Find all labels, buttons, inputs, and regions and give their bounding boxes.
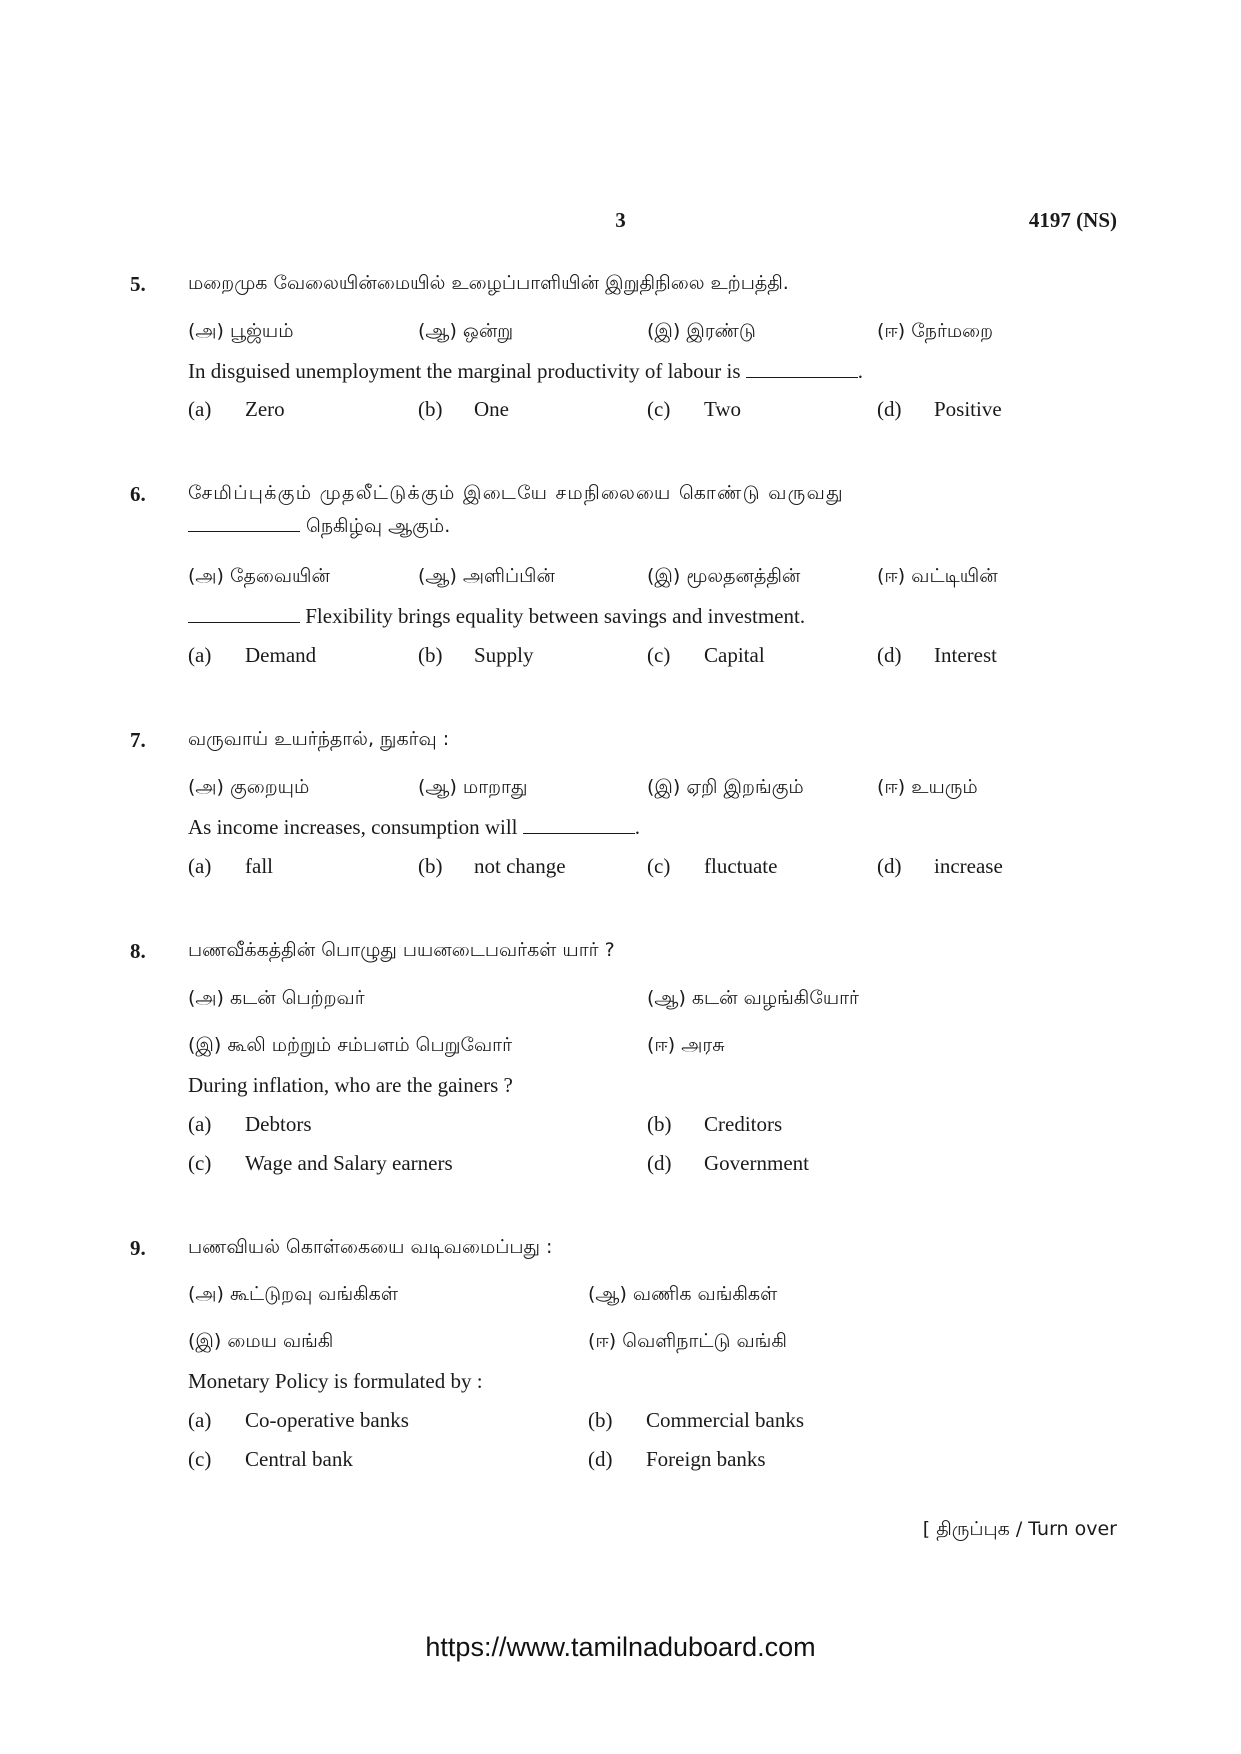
option-english: (d) bbox=[877, 397, 902, 421]
question-number: 5. bbox=[130, 272, 146, 296]
option-english-text: Government bbox=[704, 1151, 809, 1175]
option-english-text: Two bbox=[704, 397, 742, 421]
option-tamil: (அ) தேவையின் bbox=[188, 565, 330, 587]
option-english-text: Wage and Salary earners bbox=[245, 1151, 453, 1175]
question-tamil: பணவியல் கொள்கையை வடிவமைப்பது : bbox=[188, 1236, 553, 1258]
answer-blank bbox=[746, 376, 858, 378]
option-english: (a) bbox=[188, 1112, 212, 1136]
option-tamil: (அ) கடன் பெற்றவர் bbox=[188, 987, 365, 1009]
option-tamil: (ஈ) வட்டியின் bbox=[877, 565, 998, 587]
option-english: (d) bbox=[877, 854, 902, 878]
option-english: (d) bbox=[877, 643, 902, 667]
option-tamil: (இ) கூலி மற்றும் சம்பளம் பெறுவோர் bbox=[188, 1034, 512, 1056]
option-english: (a) bbox=[188, 643, 212, 667]
page-number: 3 bbox=[615, 208, 626, 232]
option-tamil: (ஈ) உயரும் bbox=[877, 776, 978, 798]
option-english: (d) bbox=[647, 1151, 672, 1175]
option-tamil: (இ) மூலதனத்தின் bbox=[647, 565, 801, 587]
option-english-text: Capital bbox=[704, 643, 765, 667]
question-tamil: சேமிப்புக்கும் முதலீட்டுக்கும் இடையே சமநிலையை கொண்டு வருவது bbox=[188, 482, 844, 504]
option-english-text: Co-operative banks bbox=[245, 1408, 409, 1432]
option-tamil: (அ) பூஜ்யம் bbox=[188, 320, 294, 342]
option-english-text: Central bank bbox=[245, 1447, 353, 1471]
option-tamil: (ஈ) நேர்மறை bbox=[877, 320, 994, 342]
question-tamil: வருவாய் உயர்ந்தால், நுகர்வு : bbox=[188, 728, 450, 750]
question-number: 9. bbox=[130, 1236, 146, 1260]
option-english-text: Commercial banks bbox=[646, 1408, 805, 1432]
option-tamil: (ஆ) ஒன்று bbox=[418, 320, 514, 342]
option-tamil: (ஆ) வணிக வங்கிகள் bbox=[588, 1283, 778, 1305]
option-tamil: (ஈ) அரசு bbox=[647, 1034, 725, 1056]
option-english: (b) bbox=[647, 1112, 672, 1136]
option-english-text: Zero bbox=[245, 397, 285, 421]
question-english: Monetary Policy is formulated by : bbox=[188, 1369, 483, 1393]
option-tamil: (ஆ) அளிப்பின் bbox=[418, 565, 555, 587]
footer-url[interactable]: https://www.tamilnaduboard.com bbox=[425, 1632, 816, 1662]
option-tamil: (அ) கூட்டுறவு வங்கிகள் bbox=[188, 1283, 398, 1305]
option-english: (c) bbox=[188, 1447, 212, 1471]
option-english-text: Foreign banks bbox=[646, 1447, 766, 1471]
option-english: (a) bbox=[188, 854, 212, 878]
option-english: (c) bbox=[647, 397, 671, 421]
option-english-text: increase bbox=[934, 854, 1003, 878]
option-english: (a) bbox=[188, 397, 212, 421]
option-english-text: Positive bbox=[934, 397, 1002, 421]
question-english: During inflation, who are the gainers ? bbox=[188, 1073, 513, 1097]
option-english-text: fluctuate bbox=[704, 854, 778, 878]
option-tamil: (ஆ) கடன் வழங்கியோர் bbox=[647, 987, 859, 1009]
option-tamil: (ஈ) வெளிநாட்டு வங்கி bbox=[588, 1330, 787, 1352]
question-tamil: பணவீக்கத்தின் பொழுது பயனடைபவர்கள் யார் ? bbox=[188, 939, 615, 961]
option-english: (a) bbox=[188, 1408, 212, 1432]
question-english: Flexibility brings equality between savings and investment. bbox=[188, 604, 805, 629]
option-english-text: One bbox=[474, 397, 509, 421]
option-english: (d) bbox=[588, 1447, 613, 1471]
option-english-text: Interest bbox=[934, 643, 997, 667]
answer-blank bbox=[188, 621, 300, 623]
option-tamil: (இ) இரண்டு bbox=[647, 320, 756, 342]
option-english: (b) bbox=[418, 397, 443, 421]
question-tamil: மறைமுக வேலையின்மையில் உழைப்பாளியின் இறுதிநிலை உற்பத்தி. bbox=[188, 272, 789, 294]
option-english: (c) bbox=[647, 643, 671, 667]
option-english: (c) bbox=[647, 854, 671, 878]
option-english-text: Supply bbox=[474, 643, 534, 667]
option-english-text: Demand bbox=[245, 643, 317, 667]
question-number: 8. bbox=[130, 939, 146, 963]
question-english: As income increases, consumption will . bbox=[188, 815, 641, 839]
option-tamil: (இ) மைய வங்கி bbox=[188, 1330, 334, 1352]
question-number: 6. bbox=[130, 482, 146, 506]
option-english-text: Debtors bbox=[245, 1112, 312, 1136]
option-tamil: (ஆ) மாறாது bbox=[418, 776, 528, 798]
option-english: (b) bbox=[418, 854, 443, 878]
question-tamil-line2: நெகிழ்வு ஆகும். bbox=[188, 515, 450, 540]
question-english: In disguised unemployment the marginal productivity of labour is . bbox=[188, 359, 864, 383]
option-english-text: fall bbox=[245, 854, 273, 878]
option-english: (c) bbox=[188, 1151, 212, 1175]
option-tamil: (அ) குறையும் bbox=[188, 776, 310, 798]
option-english-text: not change bbox=[474, 854, 566, 878]
option-english-text: Creditors bbox=[704, 1112, 783, 1136]
question-number: 7. bbox=[130, 728, 146, 752]
paper-code: 4197 (NS) bbox=[1028, 208, 1117, 232]
option-tamil: (இ) ஏறி இறங்கும் bbox=[647, 776, 804, 798]
answer-blank bbox=[188, 530, 300, 532]
turn-over-note: [ திருப்புக / Turn over bbox=[922, 1518, 1117, 1540]
option-english: (b) bbox=[588, 1408, 613, 1432]
answer-blank bbox=[523, 832, 635, 834]
option-english: (b) bbox=[418, 643, 443, 667]
